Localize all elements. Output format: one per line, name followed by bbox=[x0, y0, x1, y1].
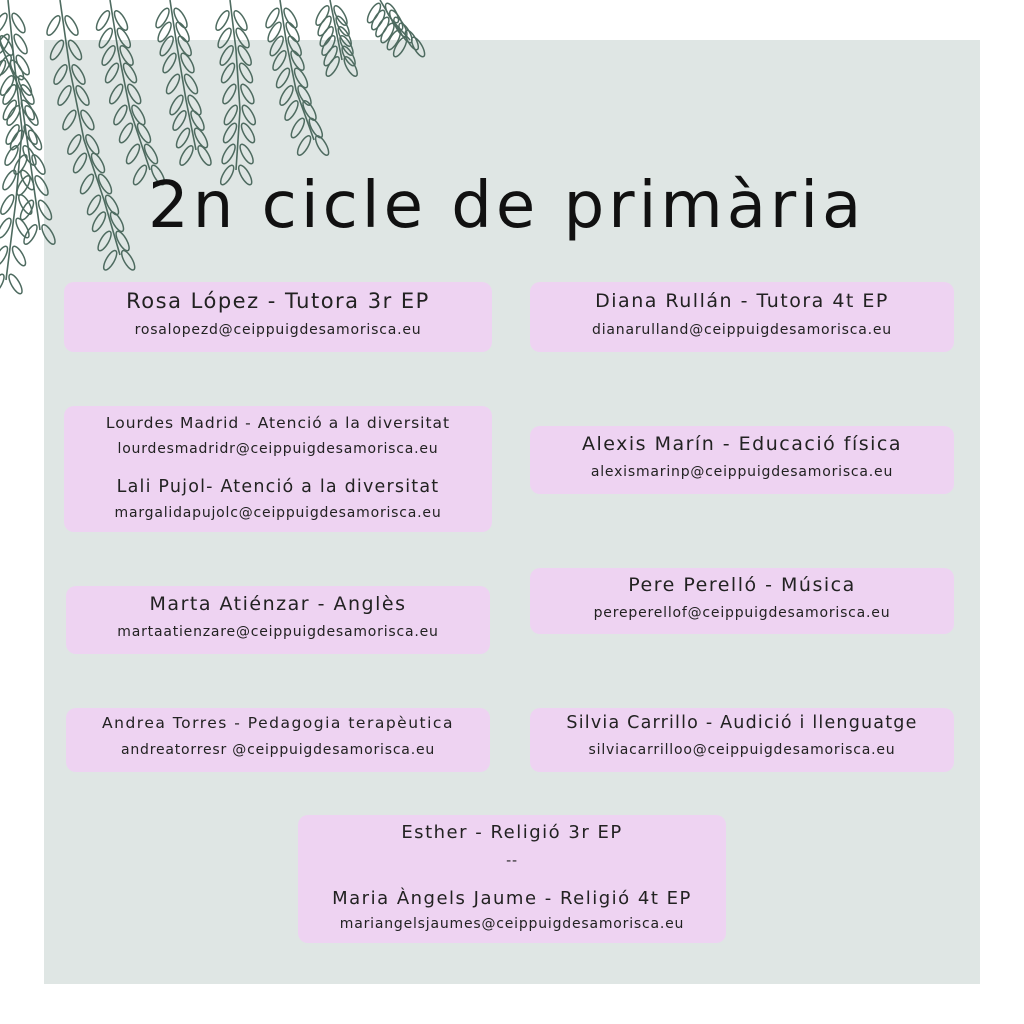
contact-card-silvia-carrillo bbox=[530, 708, 954, 772]
contact-email: silviacarrilloo@ceippuigdesamorisca.eu bbox=[588, 742, 896, 758]
contact-email: rosalopezd@ceippuigdesamorisca.eu bbox=[134, 322, 422, 338]
contact-name: Lourdes Madrid - Atenció a la diversitat bbox=[105, 414, 451, 432]
contact-name: Silvia Carrillo - Audició i llenguatge bbox=[566, 713, 918, 733]
contact-name: Pere Perelló - Música bbox=[628, 574, 856, 596]
separator-dashes: -- bbox=[506, 853, 518, 869]
contact-name-2: Lali Pujol- Atenció a la diversitat bbox=[116, 477, 440, 497]
contact-card-andrea-torres bbox=[66, 708, 490, 772]
contact-card-rosa-lopez bbox=[64, 282, 492, 352]
contact-card-alexis-marin bbox=[530, 426, 954, 494]
contact-card-marta-atienzar bbox=[66, 586, 490, 654]
hanging-vine-leaves-icon bbox=[0, 0, 440, 300]
contact-email: pereperellof@ceippuigdesamorisca.eu bbox=[593, 605, 891, 621]
contact-name: Esther - Religió 3r EP bbox=[401, 822, 623, 843]
contact-email-2: mariangelsjaumes@ceippuigdesamorisca.eu bbox=[339, 916, 685, 932]
contact-email: lourdesmadridr@ceippuigdesamorisca.eu bbox=[117, 441, 439, 457]
contact-name: Rosa López - Tutora 3r EP bbox=[126, 289, 430, 313]
contact-email: martaatienzare@ceippuigdesamorisca.eu bbox=[117, 624, 439, 640]
contact-card-diana-rullan bbox=[530, 282, 954, 352]
contact-email: alexismarinp@ceippuigdesamorisca.eu bbox=[590, 464, 894, 480]
contact-email: andreatorresr @ceippuigdesamorisca.eu bbox=[120, 742, 436, 758]
contact-name: Andrea Torres - Pedagogia terapèutica bbox=[102, 714, 454, 732]
contact-card-religio bbox=[298, 815, 726, 943]
contact-name: Diana Rullán - Tutora 4t EP bbox=[595, 290, 889, 312]
contact-card-atencio-diversitat bbox=[64, 406, 492, 532]
contact-email-2: margalidapujolc@ceippuigdesamorisca.eu bbox=[114, 505, 442, 521]
contact-name-2: Maria Àngels Jaume - Religió 4t EP bbox=[332, 888, 692, 909]
contact-card-pere-perello bbox=[530, 568, 954, 634]
contact-name: Alexis Marín - Educació física bbox=[581, 433, 903, 455]
contact-email: dianarulland@ceippuigdesamorisca.eu bbox=[592, 322, 892, 338]
contact-name: Marta Atiénzar - Anglès bbox=[149, 593, 407, 615]
page-title: 2n cicle de primària bbox=[148, 169, 866, 243]
